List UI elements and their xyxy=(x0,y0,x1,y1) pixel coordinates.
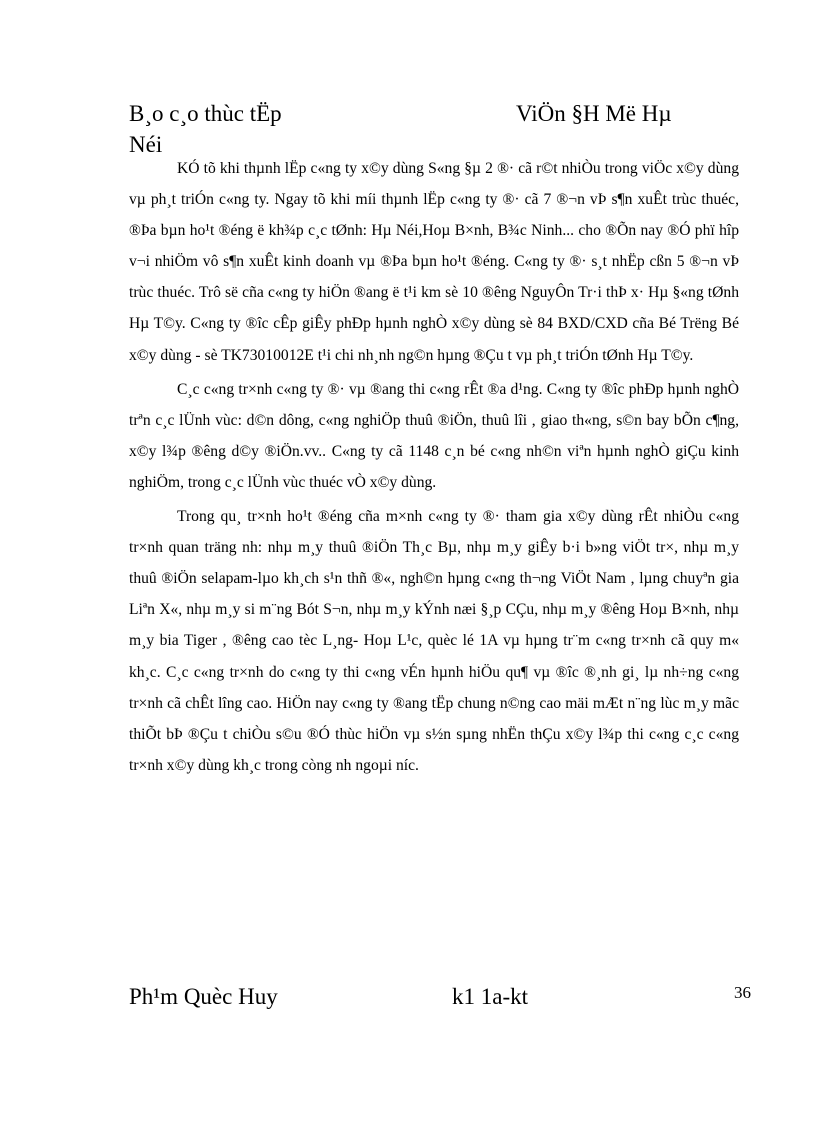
paragraph-construction-fields: C¸c c«ng tr×nh c«ng ty ®· vµ ®ang thi c«ng rÊt ®a d¹ng. C«ng ty ®îc phÐp hµnh nghÒ trªn c¸c lÜnh vùc: d©n dông, c«ng nghiÖp thuû ®iÖn, thuû lîi , giao th«ng, s©n bay bÕn c¶ng, x©y l¾p ®êng d©y ®iÖn.vv.. C«ng ty cã 1148 c¸n bé c«ng nh©n viªn hµnh nghÒ giÇu kinh nghiÖm, trong c¸c lÜnh vùc thuéc vÒ x©y dùng. xyxy=(129,380,739,491)
institute-name-continuation: Néi xyxy=(129,132,163,157)
report-header xyxy=(129,98,489,160)
footer-author: Ph¹m Quèc Huy xyxy=(129,984,278,1009)
report-title: B¸o c¸o thùc tËp xyxy=(129,101,282,126)
footer-class: k1 1a-kt xyxy=(452,984,529,1009)
institute-name: ViÖn §H Më Hµ xyxy=(516,101,672,126)
body-text xyxy=(129,153,739,781)
page-number: 36 xyxy=(734,983,751,1002)
paragraph-company-history: KÓ tõ khi thµnh lËp c«ng ty x©y dùng S«ng §µ 2 ®· cã r©t nhiÒu trong viÖc x©y dùng vµ ph¸t triÓn c«ng ty. Ngay tõ khi míi thµnh lËp c«ng ty ®· cã 7 ®¬n vÞ s¶n xuÊt trùc thuéc, ®Þa bµn ho¹t ®éng ë kh¾p c¸c tØnh: Hµ Néi,Hoµ B×nh, B¾c Ninh... cho ®Õn nay ®Ó phï hîp v¬i nhiÖm vô s¶n xuÊt kinh doanh vµ ®Þa bµn ho¹t ®éng. C«ng ty ®· s¸t nhËp cßn 5 ®¬n vÞ trùc thuéc. Trô së cña c«ng ty hiÖn ®ang ë t¹i km sè 10 ®êng NguyÔn Tr·i thÞ x· Hµ §«ng tØnh Hµ T©y. C«ng ty ®îc cÊp giÊy phÐp hµnh nghÒ x©y dùng sè 84 BXD/CXD cña Bé Trëng Bé x©y dùng - sè TK73010012E t¹i chi nh¸nh ng©n hµng ®Çu t vµ ph¸t triÓn tØnh Hµ T©y. xyxy=(129,160,739,364)
paragraph-major-projects: Trong qu¸ tr×nh ho¹t ®éng cña m×nh c«ng ty ®· tham gia x©y dùng rÊt nhiÒu c«ng tr×nh quan träng nh: nhµ m¸y thuû ®iÖn Th¸c Bµ, nhµ m¸y giÊy b·i b»ng viÖt tr×, nhµ m¸y thuû ®iÖn selapam-lµo kh¸ch s¹n thñ ®«, ngh©n hµng c«ng th¬ng ViÖt Nam , lµng chuyªn gia Liªn X«, nhµ m¸y si m¨ng Bót S¬n, nhµ m¸y kÝnh næi §¸p CÇu, nhµ m¸y ®êng Hoµ B×nh, nhµ m¸y bia Tiger , ®êng cao tèc L¸ng- Hoµ L¹c, quèc lé 1A vµ hµng tr¨m c«ng tr×nh cã quy m« kh¸c. C¸c c«ng tr×nh do c«ng ty thi c«ng vÉn hµnh hiÖu qu¶ vµ ®îc ®¸nh gi¸ lµ nh÷ng c«ng tr×nh cã chÊt lîng cao. HiÖn nay c«ng ty ®ang tËp chung n©ng cao mäi mÆt n¨ng lùc m¸y mãc thiÕt bÞ ®Çu t chiÒu s©u ®Ó thùc hiÖn vµ s½n sµng nhËn thÇu x©y l¾p thi c«ng c¸c c«ng tr×nh x©y dùng kh¸c trong còng nh ngoµi níc. xyxy=(129,508,739,774)
